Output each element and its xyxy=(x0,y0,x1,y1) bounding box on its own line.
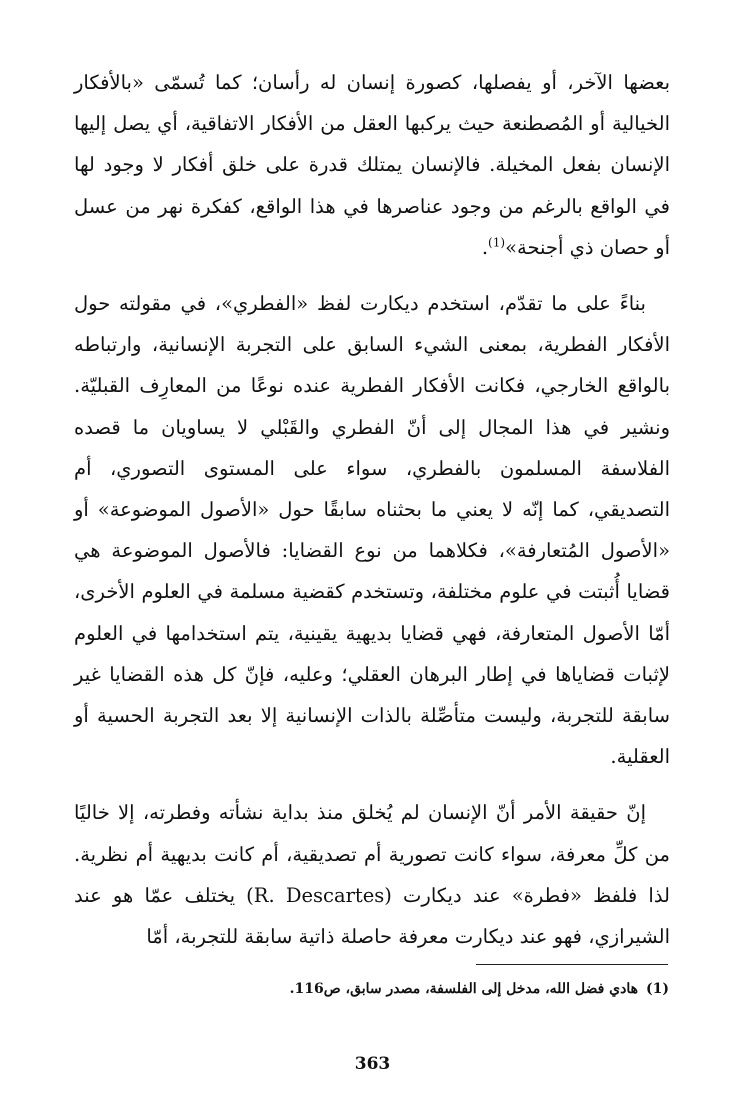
footnote-divider xyxy=(476,964,668,965)
paragraph: إنّ حقيقة الأمر أنّ الإنسان لم يُخلق منذ بداية نشأته وفطرته، إلا خاليًا من كلِّ معرفة، سواء كانت تصورية أم تصديقية، أم كانت بديهية أم نظرية. لذا فلفظ «فطرة» عند ديكارت (R. Descartes) يختلف عمّا هو عند الشيرازي، فهو عند ديكارت معرفة حاصلة ذاتية سابقة للتجربة، أمّا xyxy=(74,801,670,949)
footnote-number: (1) xyxy=(646,981,669,997)
paragraph-text: بعضها الآخر، أو يفصلها، كصورة إنسان له رأسان؛ كما تُسمّى «بالأفكار الخيالية أو المُصطنعة حيث يركبها العقل من الأفكار الاتفاقية، أي يصل إليها الإنسان بفعل المخيلة. فالإنسان يمتلك قدرة على خلق أفكار لا وجود لها في الواقع بالرغم من وجود عناصرها في هذا الواقع، كفكرة نهر من عسل أو حصان ذي أجنحة» xyxy=(74,71,670,259)
footnote-reference[interactable]: (1) xyxy=(488,235,506,250)
paragraph xyxy=(74,62,670,268)
footnote-text: هادي فضل الله، مدخل إلى الفلسفة، مصدر سابق، ص116. xyxy=(289,981,638,997)
paragraph-end: . xyxy=(481,235,489,259)
page-number: 363 xyxy=(354,1054,391,1074)
paragraph: بناءً على ما تقدّم، استخدم ديكارت لفظ «الفطري»، في مقولته حول الأفكار الفطرية، بمعنى الشيء السابق على التجربة الإنسانية، وارتباطه بالواقع الخارجي، فكانت الأفكار الفطرية عنده نوعًا من المعارِف القبليّة. ونشير في هذا المجال إلى أنّ الفطري والقَبْلي لا يساويان ما قصده الفلاسفة المسلمون بالفطري، سواء على المستوى التصوري، أم التصديقي، كما إنّه لا يعني ما بحثناه سابقًا حول «الأصول الموضوعة» أو «الأصول المُتعارفة»، فكلاهما من نوع القضايا: فالأصول الموضوعة هي قضايا أُثبتت في علوم مختلفة، وتستخدم كقضية مسلمة في العلوم الأخرى، أمّا الأصول المتعارفة، فهي قضايا بديهية يقينية، يتم استخدامها في العلوم لإثبات قضاياها في إطار البرهان العقلي؛ وعليه، فإنّ كل هذه القضايا غير سابقة للتجربة، وليست متأصِّلة بالذات الإنسانية إلا بعد التجربة الحسية أو العقلية. xyxy=(74,292,670,769)
page-body xyxy=(74,62,670,957)
footnote xyxy=(73,978,669,1000)
